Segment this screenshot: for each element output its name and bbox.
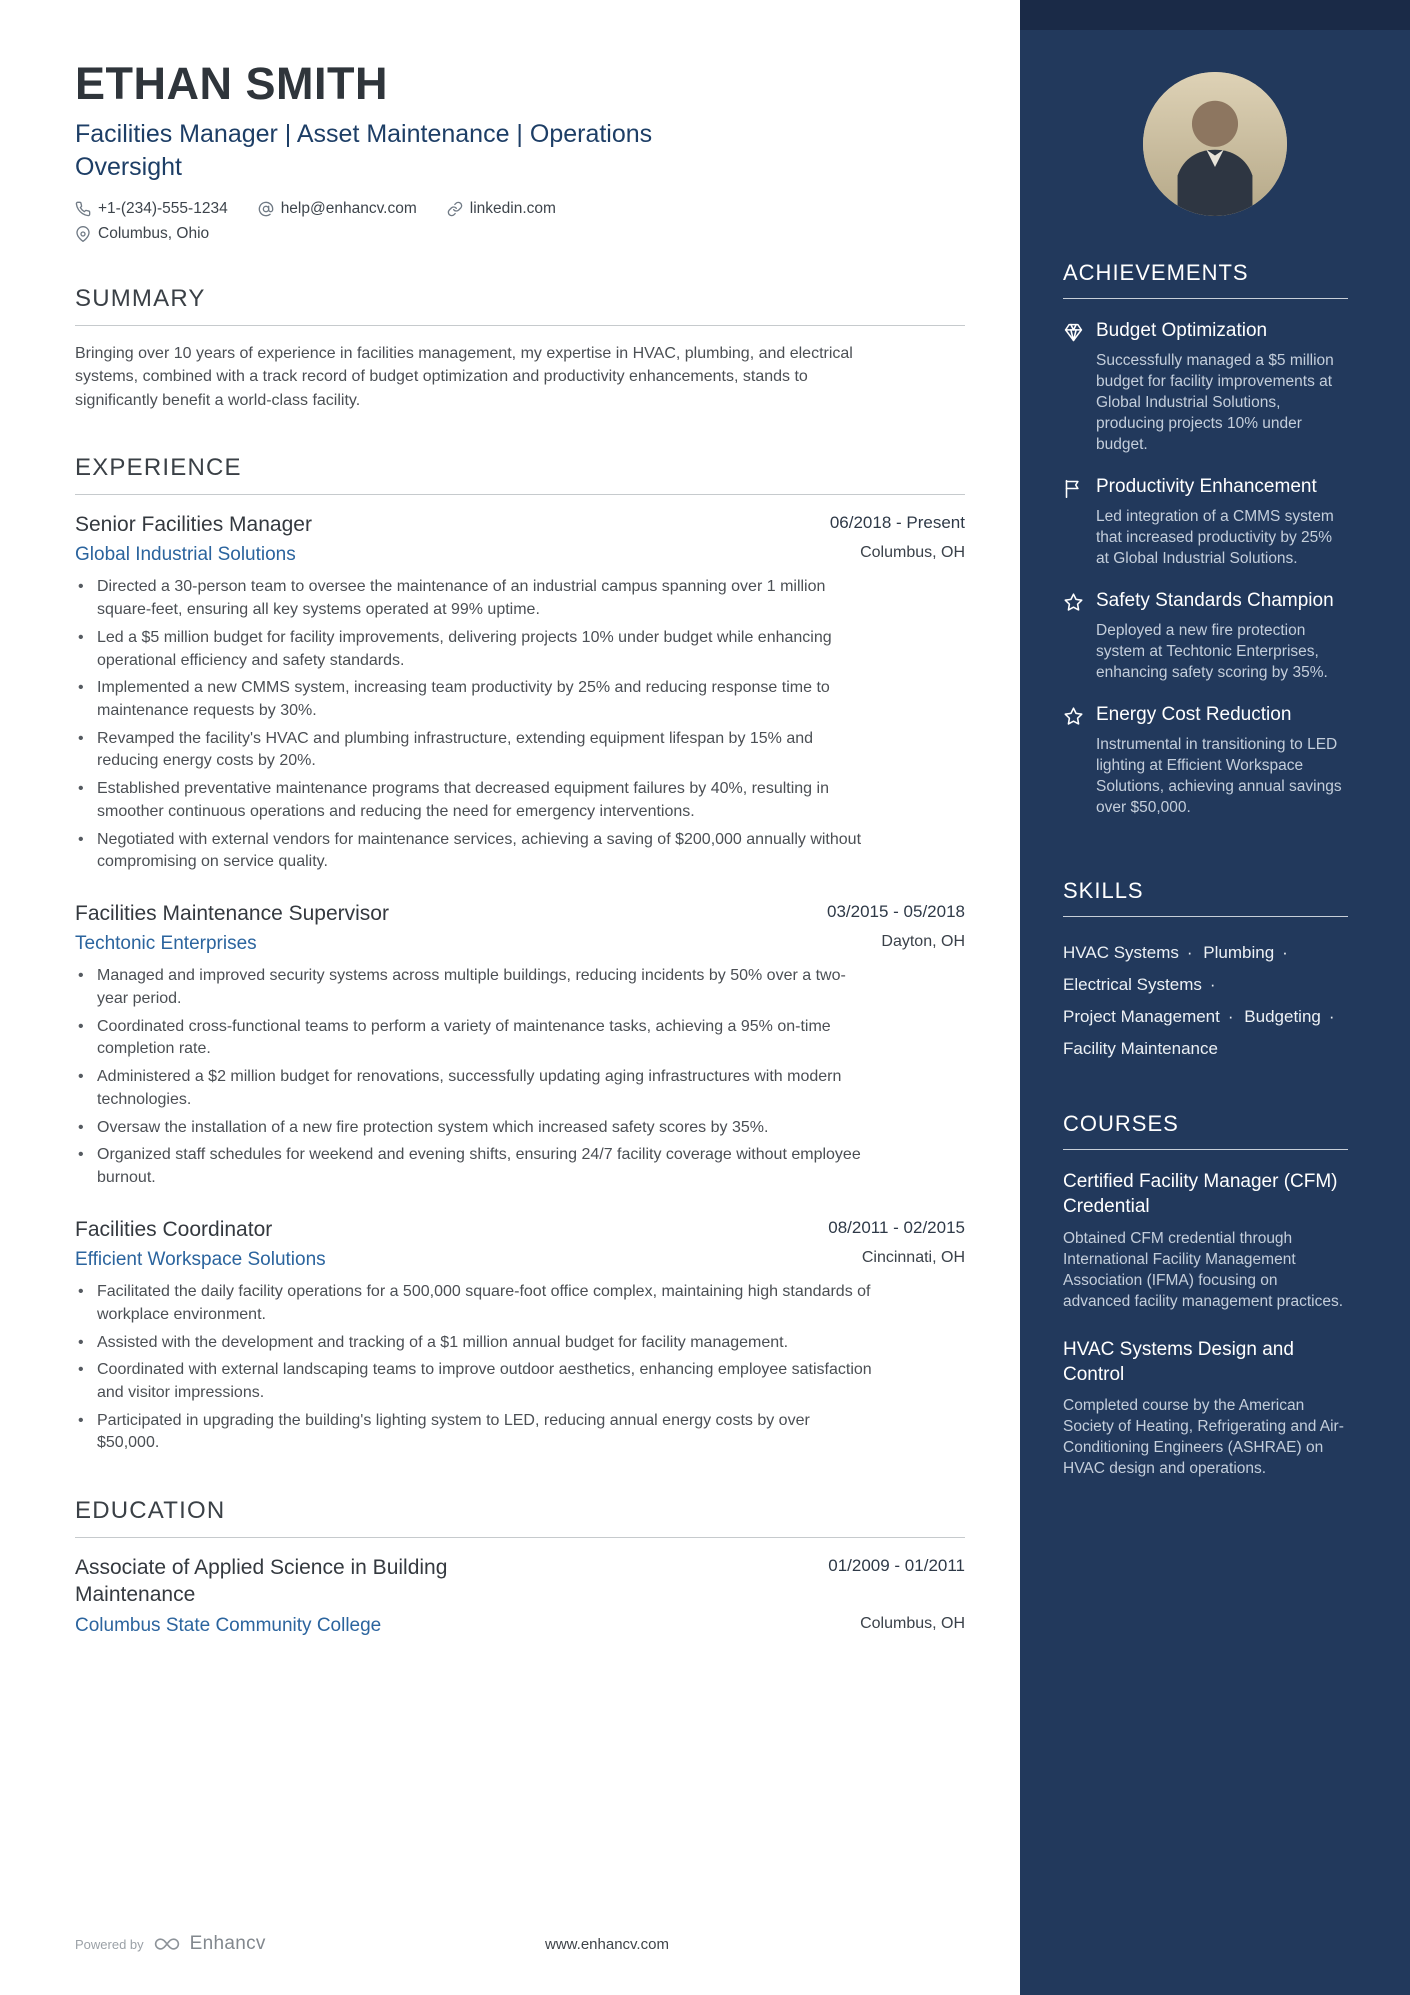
gem-icon	[1063, 319, 1085, 455]
education-subhead	[75, 1615, 965, 1637]
job-bullets	[75, 965, 875, 1189]
skill-item: Budgeting ·	[1244, 1001, 1334, 1033]
star-icon	[1063, 589, 1085, 683]
job-dates: 06/2018 - Present	[829, 513, 965, 533]
job-title: Senior Facilities Manager	[75, 513, 312, 537]
experience-section	[75, 454, 965, 1455]
achievement-item	[1063, 589, 1348, 683]
bullet-item: • Coordinated with external landscaping teams to improve outdoor aesthetics, enhancing employee satisfaction and visitor impressions.	[75, 1359, 875, 1404]
at-sign-icon	[258, 201, 274, 217]
job-subhead	[75, 933, 965, 955]
contact-row-secondary	[75, 225, 965, 243]
job-subhead	[75, 544, 965, 566]
skill-item: Electrical Systems ·	[1063, 969, 1216, 1001]
skill-item: Facility Maintenance	[1063, 1039, 1218, 1059]
achievement-item	[1063, 319, 1348, 455]
job-dates: 03/2015 - 05/2018	[826, 902, 965, 921]
profile-photo	[1143, 72, 1287, 216]
job-head	[75, 1216, 965, 1243]
flag-icon	[1063, 475, 1085, 569]
achievements-heading: ACHIEVEMENTS	[1063, 260, 1348, 299]
location-text: Columbus, Ohio	[98, 225, 210, 242]
company-name: Techtonic Enterprises	[75, 933, 257, 955]
education-head	[75, 1554, 965, 1609]
school-name: Columbus State Community College	[75, 1614, 382, 1636]
job-title: Facilities Coordinator	[75, 1217, 273, 1241]
enhancv-brand-name: Enhancv	[189, 1933, 266, 1954]
achievement-description: Led integration of a CMMS system that increased productivity by 25% at Global Industrial Solutions.	[1096, 507, 1334, 568]
powered-by-label: Powered by	[75, 1936, 144, 1952]
achievement-item	[1063, 703, 1348, 818]
achievement-body	[1096, 319, 1348, 455]
skills-list	[1063, 937, 1348, 1065]
courses-heading: COURSES	[1063, 1111, 1348, 1150]
bullet-item: • Oversaw the installation of a new fire protection system which increased safety scores by 35%.	[75, 1117, 875, 1140]
phone-icon	[75, 201, 91, 217]
achievement-description: Deployed a new fire protection system at Techtonic Enterprises, enhancing safety scoring by 35%.	[1096, 621, 1328, 682]
enhancv-url[interactable]: www.enhancv.com	[545, 1936, 669, 1953]
job-head	[75, 900, 965, 927]
achievement-body	[1096, 475, 1348, 569]
achievement-description: Instrumental in transitioning to LED lighting at Efficient Workspace Solutions, achieving annual savings over $50,000.	[1096, 735, 1342, 817]
linkedin-contact[interactable]	[447, 200, 556, 218]
skills-heading: SKILLS	[1063, 878, 1348, 917]
contact-row-primary	[75, 200, 965, 218]
course-description: Obtained CFM credential through International Facility Management Association (IFMA) focusing on advanced facility management practices.	[1063, 1229, 1344, 1310]
course-title: Certified Facility Manager (CFM) Credential	[1063, 1171, 1338, 1217]
job-bullets	[75, 576, 875, 874]
bullet-item: • Led a $5 million budget for facility improvements, delivering projects 10% under budget while enhancing operational efficiency and safety standards.	[75, 627, 875, 672]
skill-item: Plumbing ·	[1203, 937, 1288, 969]
achievements-section	[1020, 260, 1410, 838]
education-heading: EDUCATION	[75, 1497, 965, 1538]
link-icon	[447, 201, 463, 217]
bullet-item: • Administered a $2 million budget for renovations, successfully updating aging infrastructures with modern technologies.	[75, 1066, 875, 1111]
bullet-item: • Organized staff schedules for weekend and evening shifts, ensuring 24/7 facility coverage without employee burnout.	[75, 1144, 875, 1189]
course-item	[1063, 1170, 1348, 1312]
company-name: Efficient Workspace Solutions	[75, 1249, 326, 1271]
job-title: Facilities Maintenance Supervisor	[75, 902, 389, 925]
star-icon	[1063, 703, 1085, 818]
achievement-description: Successfully managed a $5 million budget for facility improvements at Global Industrial Solutions, producing projects 10% under budget.	[1096, 351, 1334, 454]
job-location: Columbus, OH	[860, 544, 965, 562]
summary-text: Bringing over 10 years of experience in facilities management, my expertise in HVAC, plumbing, and electrical systems, combined with a track record of budget optimization and productivity enhancements, stands to significantly benefit a world-class facility.	[75, 345, 853, 409]
achievement-item	[1063, 475, 1348, 569]
bullet-item: • Negotiated with external vendors for maintenance services, achieving a saving of $200,000 annually without compromising on service quality.	[75, 829, 875, 874]
job-bullets	[75, 1281, 875, 1455]
enhancv-logo-icon	[154, 1937, 180, 1951]
map-pin-icon	[75, 226, 91, 242]
achievement-body	[1096, 703, 1348, 818]
sidebar	[1020, 0, 1410, 1995]
company-name: Global Industrial Solutions	[75, 544, 296, 566]
achievement-title: Energy Cost Reduction	[1096, 704, 1292, 726]
bullet-item: • Revamped the facility's HVAC and plumbing infrastructure, extending equipment lifespan by 15% and reducing energy costs by 20%.	[75, 728, 875, 773]
location-contact	[75, 225, 209, 243]
job-dates: 08/2011 - 02/2015	[828, 1217, 965, 1237]
job-entry	[75, 511, 965, 874]
education-dates: 01/2009 - 01/2011	[828, 1556, 965, 1576]
bullet-item: • Established preventative maintenance programs that decreased equipment failures by 40%, resulting in smoother continuous operations and reducing the need for emergency interventions.	[75, 778, 875, 823]
courses-section	[1020, 1111, 1410, 1505]
degree-title: Associate of Applied Science in Building Maintenance	[75, 1556, 448, 1607]
email-contact[interactable]	[258, 200, 417, 218]
profile-photo-placeholder	[1143, 72, 1287, 216]
summary-section	[75, 285, 965, 412]
experience-heading: EXPERIENCE	[75, 454, 965, 495]
job-location: Dayton, OH	[881, 933, 965, 951]
achievement-body	[1096, 589, 1348, 683]
bullet-item: • Coordinated cross-functional teams to perform a variety of maintenance tasks, achieving a 95% on-time completion rate.	[75, 1016, 875, 1061]
bullet-item: • Facilitated the daily facility operations for a 500,000 square-foot office complex, maintaining high standards of workplace environment.	[75, 1281, 875, 1326]
bullet-item: • Participated in upgrading the building's lighting system to LED, reducing annual energy costs by over $50,000.	[75, 1410, 875, 1455]
course-item	[1063, 1338, 1348, 1480]
job-location: Cincinnati, OH	[861, 1249, 965, 1267]
bullet-item: • Implemented a new CMMS system, increasing team productivity by 25% and reducing response time to maintenance requests by 30%.	[75, 677, 875, 722]
job-head	[75, 511, 965, 538]
achievement-title: Safety Standards Champion	[1096, 590, 1334, 612]
powered-by	[75, 1933, 266, 1955]
resume-header	[75, 58, 965, 243]
bullet-item: • Directed a 30-person team to oversee the maintenance of an industrial campus spanning over 1 million square-feet, ensuring all key systems operated at 99% uptime.	[75, 576, 875, 621]
sidebar-top-strip	[1020, 0, 1410, 30]
skills-section	[1020, 878, 1410, 1065]
candidate-name: ETHAN SMITH	[75, 58, 388, 109]
course-description: Completed course by the American Society of Heating, Refrigerating and Air-Conditioning Engineers (ASHRAE) on HVAC design and operations.	[1063, 1397, 1344, 1478]
phone-contact	[75, 200, 228, 218]
education-location: Columbus, OH	[860, 1614, 965, 1632]
education-section	[75, 1497, 965, 1637]
linkedin-url[interactable]: linkedin.com	[469, 200, 556, 217]
email-address[interactable]: help@enhancv.com	[280, 200, 417, 217]
phone-number: +1-(234)-555-1234	[98, 200, 228, 217]
candidate-headline: Facilities Manager | Asset Maintenance | Operations Oversight	[75, 120, 653, 181]
summary-heading: SUMMARY	[75, 285, 965, 326]
achievement-title: Budget Optimization	[1096, 320, 1268, 341]
course-title: HVAC Systems Design and Control	[1063, 1338, 1294, 1385]
bullet-item: • Managed and improved security systems across multiple buildings, reducing incidents by 50% over a two-year period.	[75, 965, 875, 1010]
achievement-title: Productivity Enhancement	[1096, 476, 1317, 498]
job-entry	[75, 1216, 965, 1455]
bullet-item: • Assisted with the development and tracking of a $1 million annual budget for facility management.	[75, 1332, 875, 1355]
job-subhead	[75, 1249, 965, 1271]
contact-info	[75, 200, 965, 243]
job-entry	[75, 900, 965, 1190]
skill-item: Project Management ·	[1063, 1001, 1234, 1033]
skill-item: HVAC Systems ·	[1063, 937, 1193, 969]
